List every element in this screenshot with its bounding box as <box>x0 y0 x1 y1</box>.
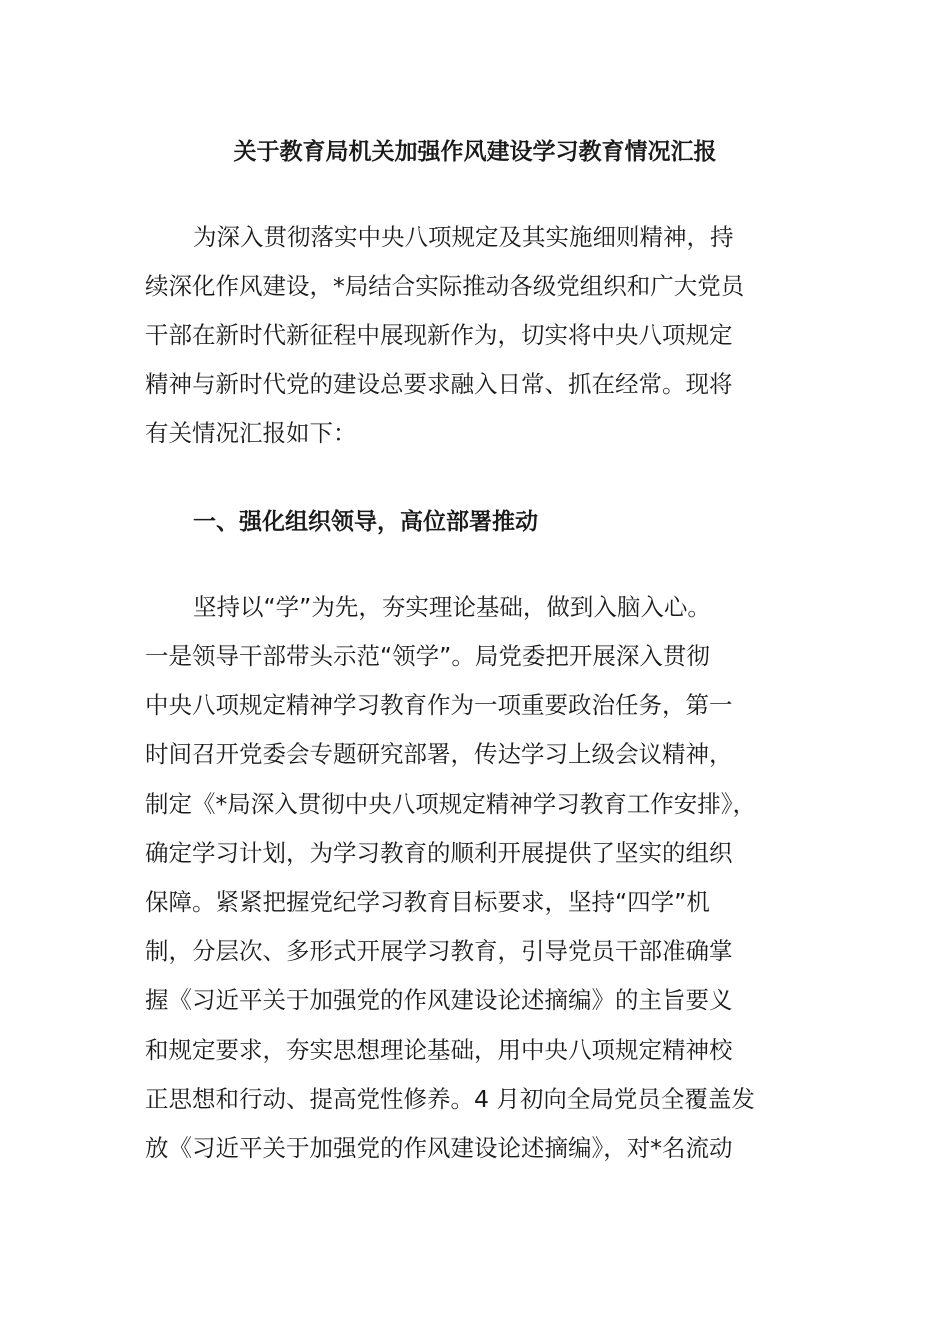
section-1-line-7: 保障。紧紧把握党纪学习教育目标要求，坚持“四学”机 <box>145 888 710 916</box>
section-1-line-9: 握《习近平关于加强党的作风建设论述摘编》的主旨要义 <box>145 986 733 1014</box>
intro-line-5: 有关情况汇报如下： <box>145 419 357 447</box>
section-1-line-6: 确定学习计划，为学习教育的顺利开展提供了坚实的组织 <box>145 839 733 867</box>
section-1-line-2: 一是领导干部带头示范“领学”。局党委把开展深入贯彻 <box>145 642 710 670</box>
section-1-line-8: 制，分层次、多形式开展学习教育，引导党员干部准确掌 <box>145 937 733 965</box>
section-1-line-5: 制定《*局深入贯彻中央八项规定精神学习教育工作安排》， <box>145 790 756 818</box>
section-1-line-3: 中央八项规定精神学习教育作为一项重要政治任务，第一 <box>145 691 733 719</box>
intro-line-2: 续深化作风建设，*局结合实际推动各级党组织和广大党员 <box>145 272 745 300</box>
intro-line-4: 精神与新时代党的建设总要求融入日常、抓在经常。现将 <box>145 370 733 398</box>
section-1-line-4: 时间召开党委会专题研究部署，传达学习上级会议精神， <box>145 740 733 768</box>
section-1-line-12: 放《习近平关于加强党的作风建设论述摘编》，对*名流动 <box>145 1134 733 1162</box>
intro-line-3: 干部在新时代新征程中展现新作为，切实将中央八项规定 <box>145 321 733 349</box>
section-1-line-11: 正思想和行动、提高党性修养。4 月初向全局党员全覆盖发 <box>145 1085 755 1113</box>
document-title: 关于教育局机关加强作风建设学习教育情况汇报 <box>233 139 717 165</box>
section-1-heading: 一、强化组织领导，高位部署推动 <box>193 509 538 535</box>
intro-line-1: 为深入贯彻落实中央八项规定及其实施细则精神，持 <box>193 223 734 251</box>
section-1-line-1: 坚持以“学”为先，夯实理论基础，做到入脑入心。 <box>193 593 711 621</box>
section-1-line-10: 和规定要求，夯实思想理论基础，用中央八项规定精神校 <box>145 1036 733 1064</box>
